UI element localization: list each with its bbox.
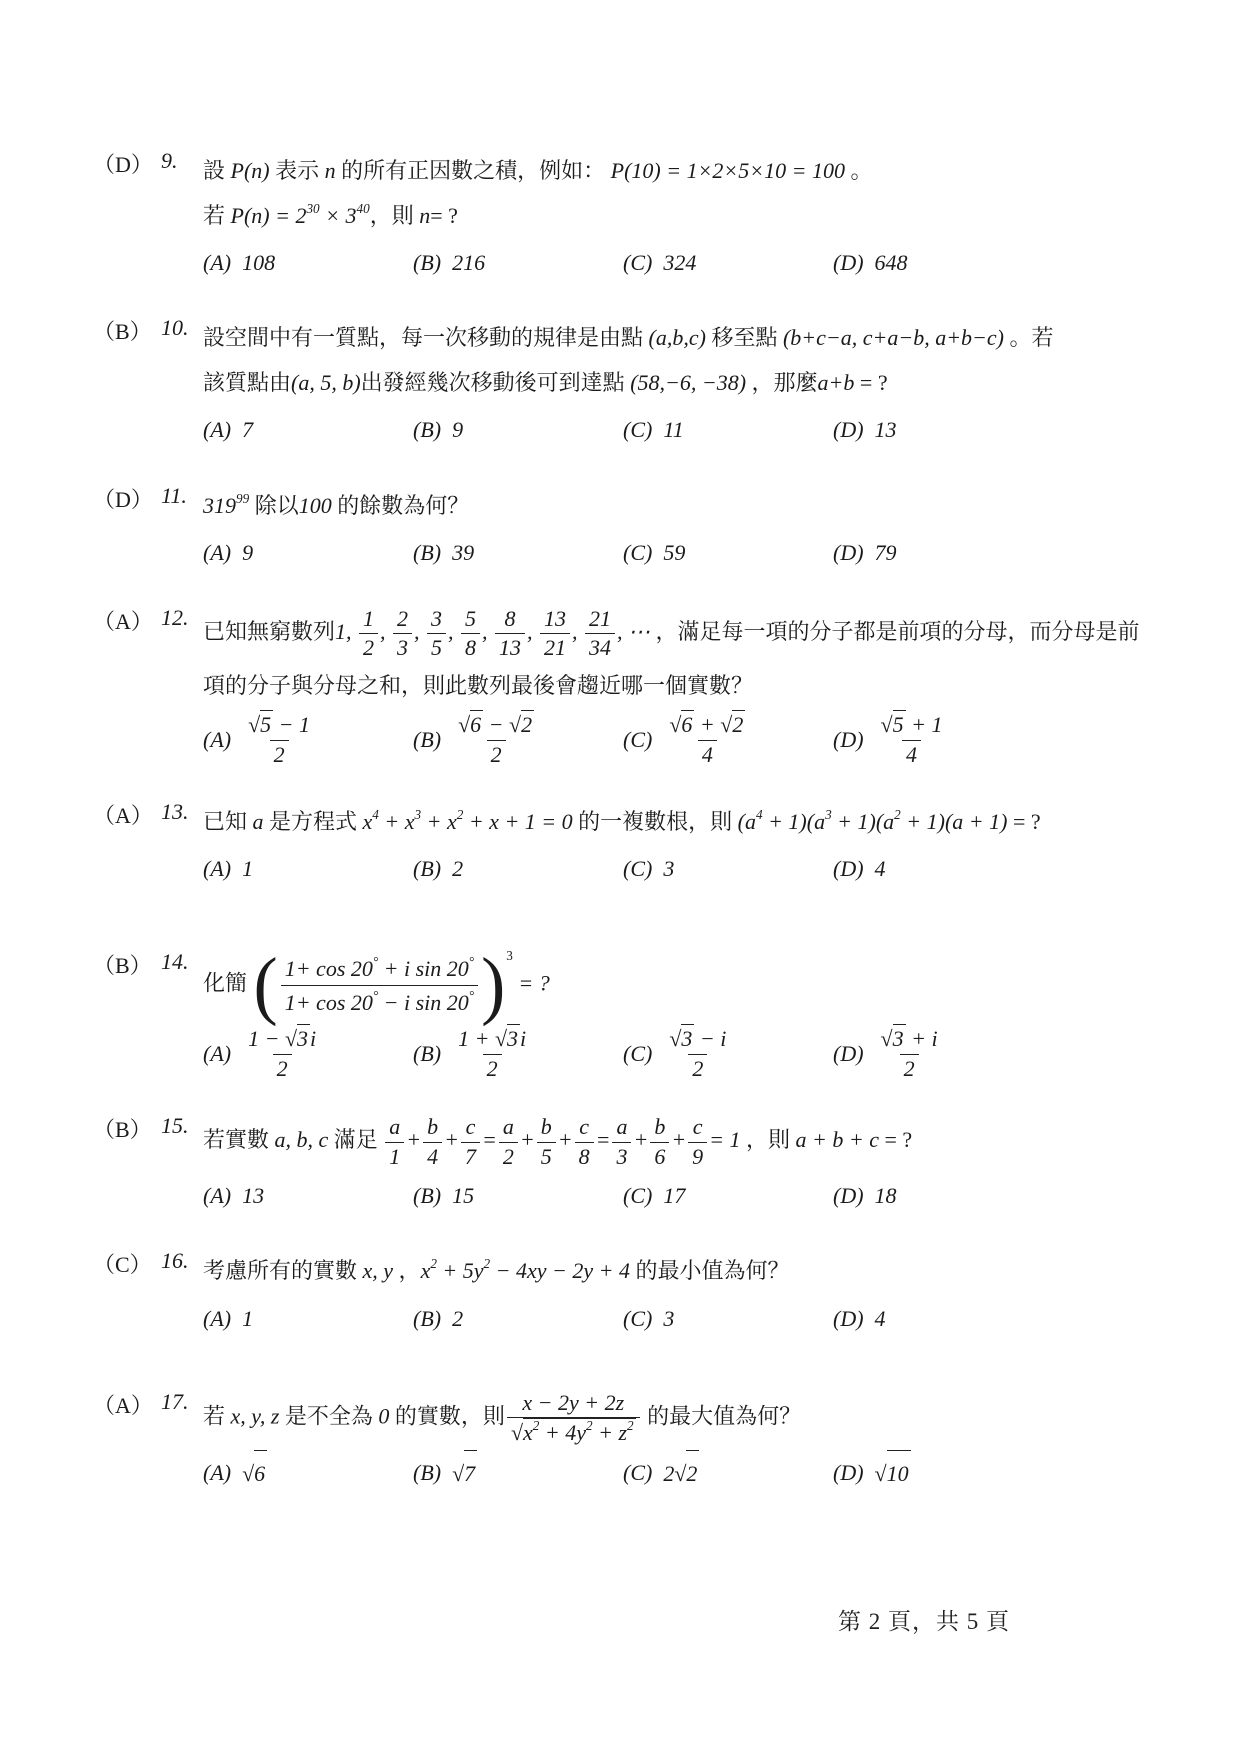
answer-key: （A） [93,803,153,829]
option-label: (C) [623,1183,653,1209]
question-number: 14. [161,949,189,975]
option [833,407,1170,452]
option-value: 15 [452,1183,475,1209]
option-value: 17 [663,1183,686,1209]
option-value: √ 10 [875,1450,911,1496]
option-value: 2 [452,1305,464,1331]
option-label: (D) [833,250,864,276]
option-label: (A) [203,856,232,882]
option-label: (B) [413,1305,442,1331]
option-label: (B) [413,1183,442,1209]
question-line: 若實數 a, b, c 滿足 $\frac{a}{1}$ + $\frac{b}{4}$ + $\frac{c}{7}$ = $\frac{a}{2}$ + $\frac{b}{5}$ + $\frac{c}{8}$ = $\frac{a}{3}$ + $\frac{b}{6}$ + $\frac{c}{9}$ = 1 ，則 a + b + c = ? [203,1113,1170,1171]
option [203,1173,413,1218]
question-text [203,1389,1170,1448]
question-line: 設空間中有一質點，每一次移動的規律是由點 (a,b,c) 移至點 (b+c−a, c+a−b, a+b−c) 。若 [203,325,1054,351]
answer-key: （D） [93,152,153,177]
option [833,710,1170,769]
option [623,846,833,891]
question-number: 16. [161,1248,189,1274]
option-value: √ 7 [452,1450,477,1496]
option [203,530,413,575]
option-value: 9 [452,417,464,443]
question-body [203,799,1170,891]
option [623,1024,833,1083]
question-row [93,148,1170,285]
options-row [203,530,1170,575]
question-row [93,1389,1170,1496]
option-label: (A) [203,1305,232,1331]
option-value: 18 [874,1183,897,1209]
option-value: √ 5 + 1 4 [875,710,949,769]
question-text [203,315,1170,405]
option-label: (D) [833,1460,864,1486]
question-body [203,1389,1170,1496]
option-value: 1 + √ 3 i 2 [452,1024,532,1083]
option-label: (C) [623,1460,653,1486]
option-label: (B) [413,539,442,565]
question-line: 設 P(n) 表示 n 的所有正因數之積，例如： P(10) = 1×2×5×10 = 100 。 [203,158,873,183]
option-label: (B) [413,727,442,753]
question-line: $319^{99}$ 除以100 的餘數為何？ [203,490,470,518]
option [833,1450,1170,1496]
answer-key: （B） [93,1117,152,1143]
question-row [93,942,1170,1083]
option-label: (D) [833,856,864,882]
answer-key: （B） [93,319,152,345]
option [623,1296,833,1341]
question-number: 12. [161,604,189,630]
option [833,1024,1170,1083]
option [413,1450,623,1496]
option [833,240,1170,285]
option-label: (C) [623,250,653,276]
option [413,1296,623,1341]
option [833,846,1170,891]
option [623,1450,833,1496]
option-label: (C) [623,539,653,565]
option-value: 79 [874,539,897,565]
option-value: 648 [874,250,908,276]
option [203,1450,413,1496]
option-label: (A) [203,1041,232,1067]
option-label: (A) [203,727,232,753]
option-label: (A) [203,1460,232,1486]
option [203,1296,413,1341]
question-body [203,1248,1170,1340]
question-row [93,1248,1170,1340]
question-text [203,148,1170,238]
question-number: 9. [161,148,178,173]
option-value: 1 [242,1305,254,1331]
option [623,1173,833,1218]
option-value: √ 6 + √ 2 4 [663,710,751,769]
option-value: 7 [242,417,254,443]
question-row [93,1113,1170,1218]
options-row [203,1024,1170,1083]
option-value: 11 [663,417,684,443]
option-label: (C) [623,727,653,753]
answer-key: （C） [93,1252,152,1278]
question-line: 已知 a 是方程式 $x^4 + x^3 + x^2 + x + 1 = 0$ 的一複數根，則 $(a^4 + 1)(a^3 + 1)(a^2 + 1)(a + 1)$ = ? [203,807,1041,835]
options-row [203,240,1170,285]
question-body [203,148,1170,285]
page-footer: 第 2 頁，共 5 頁 [838,1609,1010,1634]
option-label: (B) [413,856,442,882]
options-row [203,407,1170,452]
options-row [203,710,1170,769]
question-number: 11. [161,482,187,508]
answer-key: （A） [93,608,153,634]
question-text [203,799,1170,844]
option [623,710,833,769]
option-label: (A) [203,250,232,276]
answer-key: （D） [93,486,153,512]
question-body [203,605,1170,769]
option-label: (A) [203,1183,232,1209]
option-label: (C) [623,1305,653,1331]
option [413,407,623,452]
option [623,407,833,452]
option [413,240,623,285]
question-line: 若 x, y, z 是不全為 0 的實數，則 x − 2y + 2z √ $x^2 + 4y^2 + z^2$ 的最大值為何？ [203,1389,1170,1448]
question-line: 化簡 ( $\frac{1+ \cos 20^\circ + i \sin 20^\circ}{1+ \cos 20^\circ - i \sin 20^\circ}$ ) $^3$ = ? [203,942,550,1028]
question-body [203,1113,1170,1218]
option-value: 13 [874,417,897,443]
option-value: 3 [663,856,675,882]
option-label: (B) [413,250,442,276]
option-value: 39 [452,539,475,565]
question-line: 考慮所有的實數 x, y ，$x^2 + 5y^2 - 4xy - 2y + 4$ 的最小值為何？ [203,1256,790,1284]
option [203,240,413,285]
question-row [93,799,1170,891]
option-label: (D) [833,417,864,443]
question-list [93,148,1170,1496]
option-value: 1 [242,856,254,882]
question-number: 15. [161,1113,189,1139]
option [833,530,1170,575]
option-value: 4 [874,1305,886,1331]
option-value: 2 √ 2 [663,1450,699,1496]
options-row [203,1173,1170,1218]
question-text [203,483,1170,528]
question-row [93,315,1170,452]
question-row [93,483,1170,575]
options-row [203,1450,1170,1496]
option-value: 9 [242,539,254,565]
option-value: √ 6 − √ 2 2 [452,710,540,769]
question-line: 若 $P(n) = 2^{30} \times 3^{40}$，則 n= ? [203,201,458,229]
option-label: (A) [203,539,232,565]
answer-key: （B） [93,953,152,979]
question-text [203,605,1170,708]
question-line: 該質點由(a, 5, b)出發經幾次移動後可到達點 (58,−6, −38) ，那麼a+b = ? [203,370,888,396]
option-label: (B) [413,1460,442,1486]
option-value: 324 [663,250,697,276]
option [833,1296,1170,1341]
option [623,530,833,575]
question-line: 已知無窮數列1, $\frac{1}{2}$ , $\frac{2}{3}$ , $\frac{3}{5}$ , $\frac{5}{8}$ , $\frac{8}{13}$ , $\frac{13}{21}$ , $\frac{21}{34}$ , ⋯ ，滿足每一項的分子都是前項的分母，而分母是前 [203,605,1170,663]
option-value: √ 6 [242,1450,267,1496]
option [413,1024,623,1083]
question-body [203,483,1170,575]
option-value: √ 3 + i 2 [875,1024,944,1083]
option [623,240,833,285]
option [203,846,413,891]
option-value: 1 − √ 3 i 2 [242,1024,322,1083]
question-number: 13. [161,799,189,825]
option-value: 216 [452,250,486,276]
option [833,1173,1170,1218]
option-label: (C) [623,1041,653,1067]
option-label: (D) [833,1183,864,1209]
question-number: 17. [161,1388,189,1414]
option-label: (D) [833,1305,864,1331]
option-label: (C) [623,856,653,882]
option-value: 59 [663,539,686,565]
option-value: 3 [663,1305,675,1331]
question-line: 項的分子與分母之和，則此數列最後會趨近哪一個實數？ [203,672,754,698]
option-label: (B) [413,417,442,443]
question-text [203,942,1170,1028]
options-row [203,846,1170,891]
question-number: 10. [161,315,189,341]
option-value: 13 [242,1183,265,1209]
question-row [93,605,1170,769]
question-body [203,315,1170,452]
question-text [203,1248,1170,1293]
option [413,1173,623,1218]
option [203,1024,413,1083]
options-row [203,1296,1170,1341]
option-label: (A) [203,417,232,443]
option-label: (D) [833,539,864,565]
question-text [203,1113,1170,1171]
option-value: √ 3 − i 2 [663,1024,732,1083]
option-label: (B) [413,1041,442,1067]
option-value: 2 [452,856,464,882]
option [413,710,623,769]
option-value: √ 5 − 1 2 [242,710,316,769]
option-label: (D) [833,1041,864,1067]
option [413,530,623,575]
question-body [203,942,1170,1083]
option-value: 108 [242,250,276,276]
option-label: (D) [833,727,864,753]
answer-key: （A） [93,1392,153,1418]
option [203,407,413,452]
option-label: (C) [623,417,653,443]
option [203,710,413,769]
option-value: 4 [874,856,886,882]
option [413,846,623,891]
